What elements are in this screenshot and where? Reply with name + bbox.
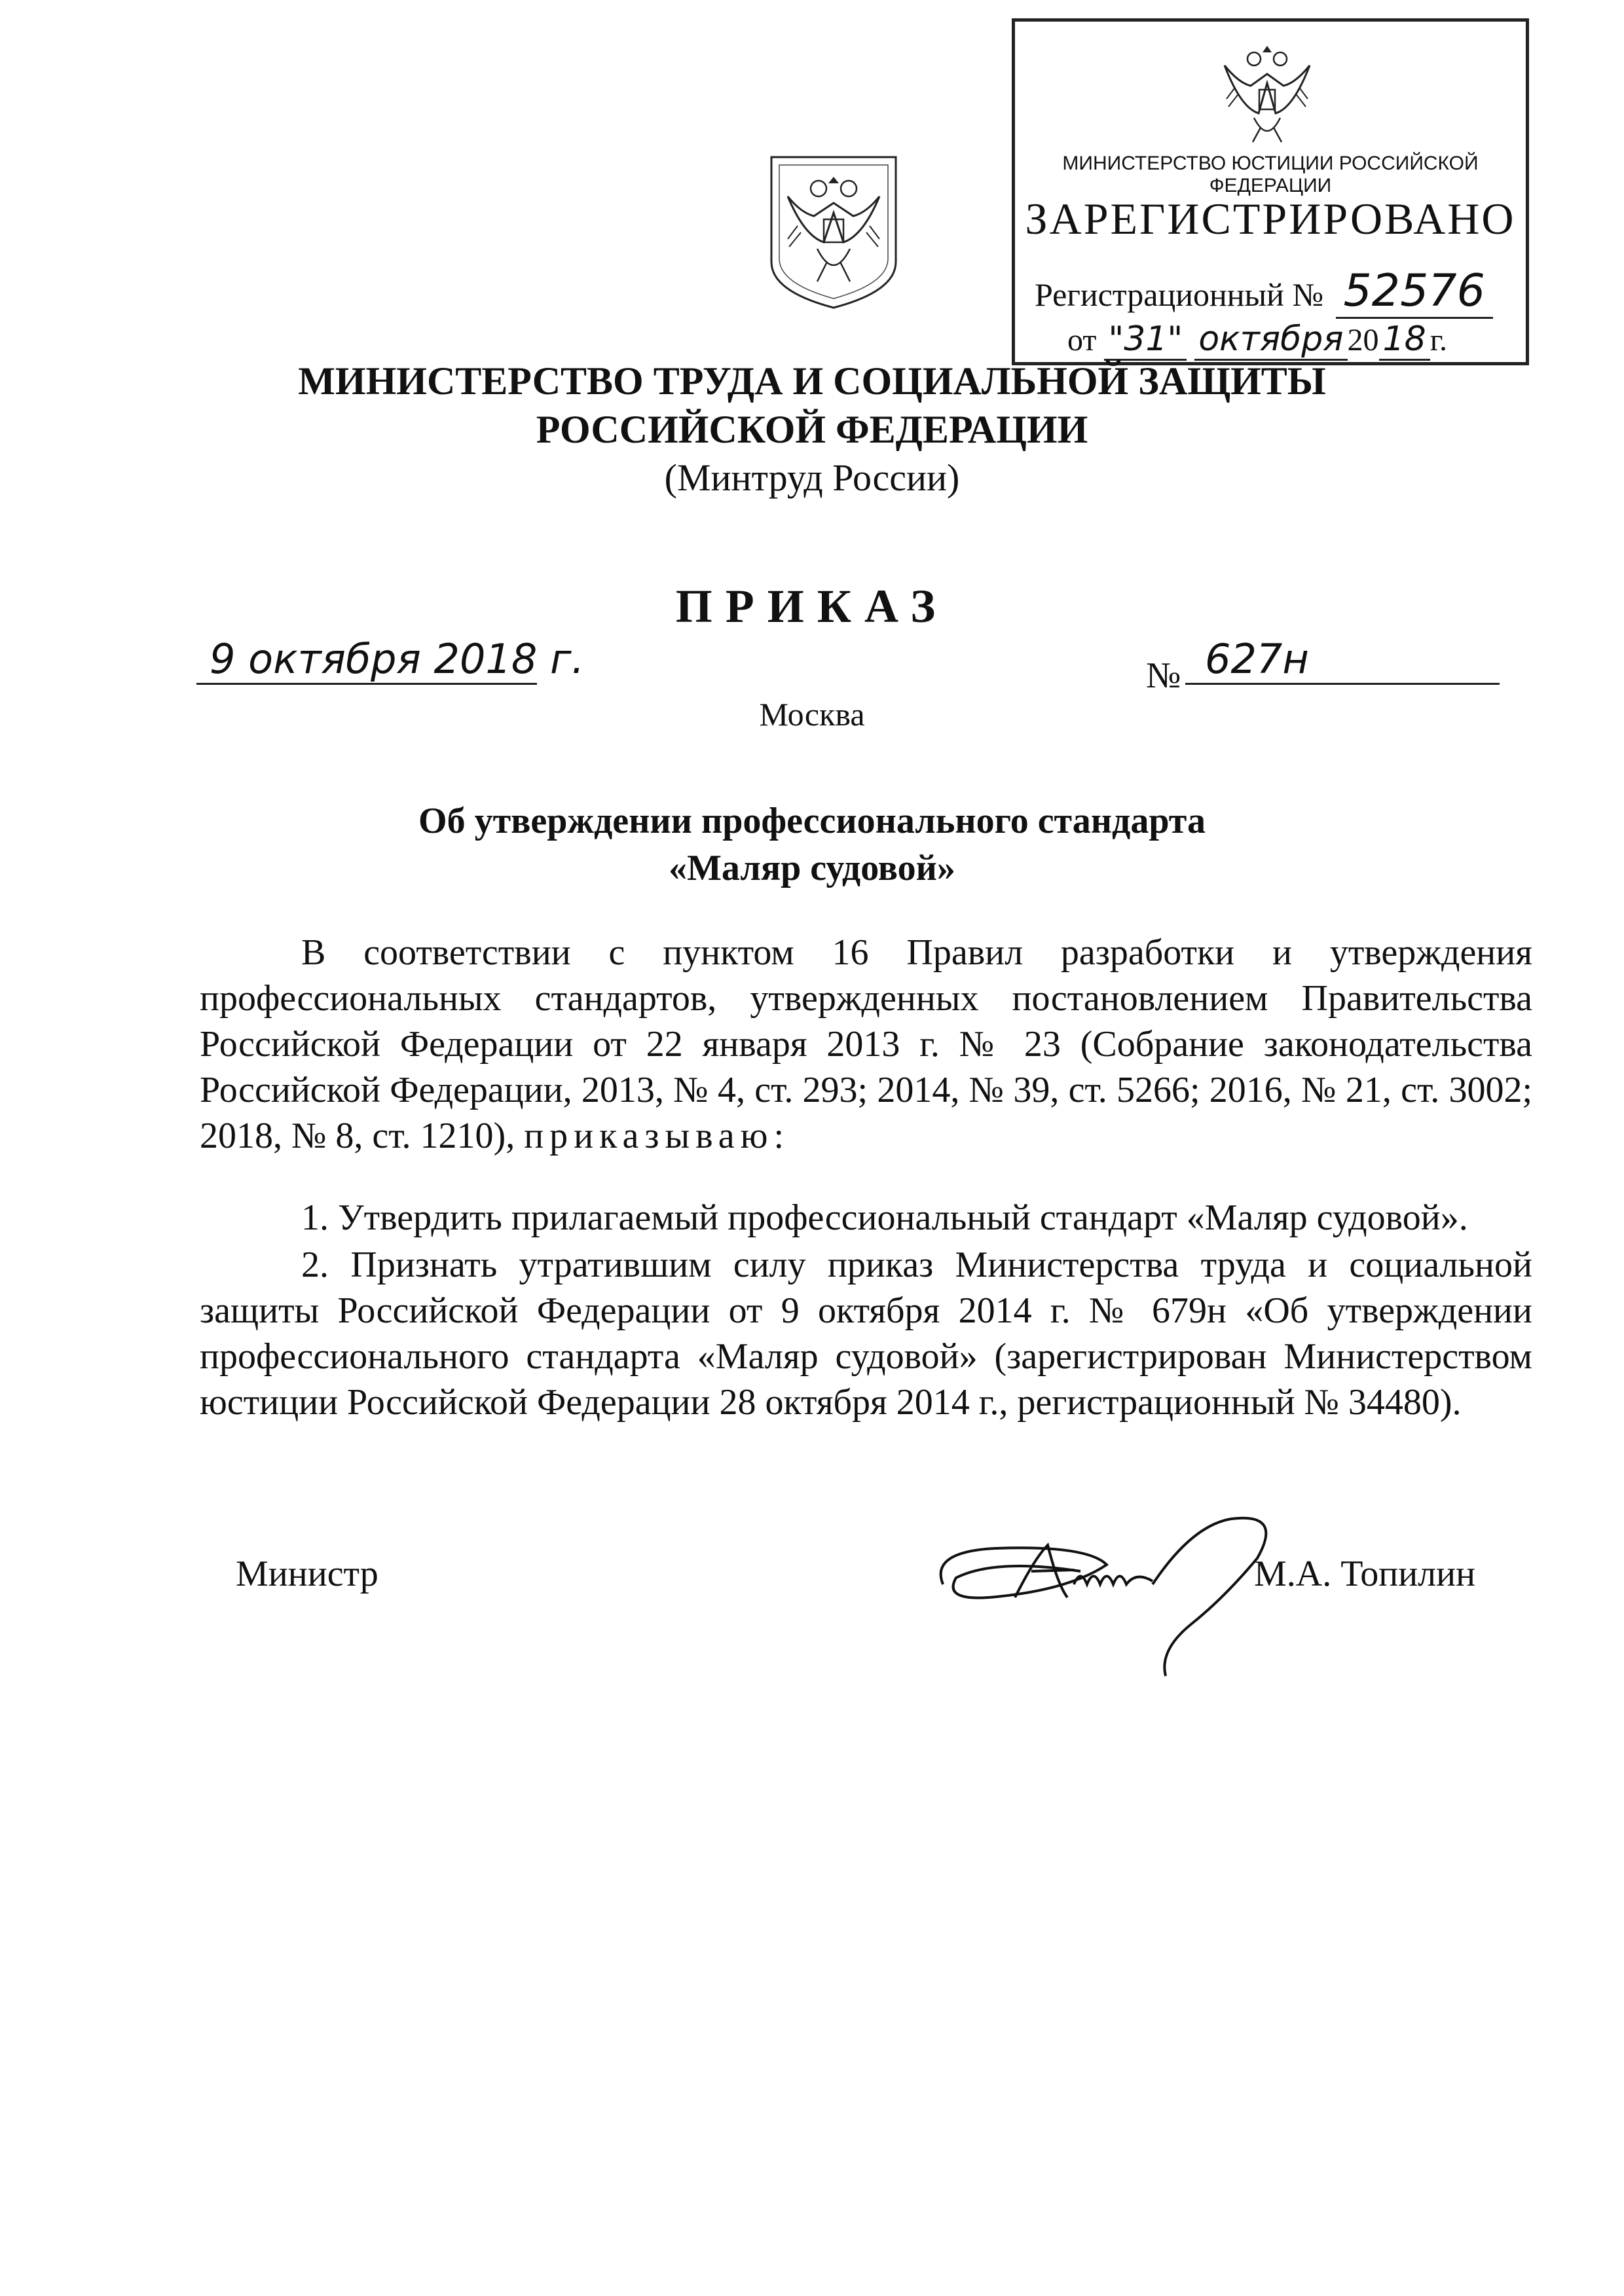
- preamble-text: В соответствии с пунктом 16 Правил разработки и утверждения профессиональных стандартов, утвержденных постановлением Правительства Российской Федерации от 22 января 2013 г. № 23 (Собрание законодательства Российской Федерации, 2013, № 4, ст. 293; 2014, № 39, ст. 5266; 2016, № 21, ст. 3002; 2018, № 8, ст. 1210),: [200, 932, 1532, 1156]
- stamp-date-day: "31": [1104, 319, 1187, 361]
- stamp-date-month: октября: [1194, 319, 1347, 361]
- stamp-status: ЗАРЕГИСТРИРОВАНО: [1025, 194, 1516, 244]
- order-number-label: №: [1146, 655, 1181, 696]
- stamp-ministry: МИНИСТЕРСТВО ЮСТИЦИИ РОССИЙСКОЙ ФЕДЕРАЦИИ: [1062, 153, 1479, 196]
- stamp-date-prefix: от: [1067, 323, 1097, 357]
- stamp-registration-line: [1035, 265, 1493, 317]
- decree-word: приказываю:: [524, 1116, 790, 1156]
- stamp-date-end: г.: [1430, 323, 1447, 357]
- ministry-short-name: (Минтруд России): [664, 456, 960, 499]
- stamp-date-line: [1067, 319, 1447, 359]
- order-city: Москва: [759, 696, 865, 733]
- item-2: 2. Признать утратившим силу приказ Министерства труда и социальной защиты Российской Федерации от 9 октября 2014 г. № 679н «Об утверждении профессионального стандарта «Маляр судовой» (зарегистрирован Министерством юстиции Российской Федерации 28 октября 2014 г., регистрационный № 34480).: [200, 1245, 1532, 1423]
- signatory-title: Министр: [236, 1554, 378, 1594]
- item-1: 1. Утвердить прилагаемый профессиональный стандарт «Маляр судовой».: [301, 1197, 1468, 1238]
- order-title-line2: «Маляр судовой»: [669, 848, 955, 888]
- stamp-emblem-icon: [1218, 36, 1316, 144]
- state-emblem-icon: [765, 151, 902, 311]
- ministry-name-line1: МИНИСТЕРСТВО ТРУДА И СОЦИАЛЬНОЙ ЗАЩИТЫ: [298, 359, 1326, 403]
- preamble-paragraph: [200, 930, 1532, 1159]
- order-title-line1: Об утверждении профессионального стандарта: [418, 801, 1206, 841]
- stamp-reg-label: Регистрационный №: [1035, 276, 1324, 313]
- order-number: 627н: [1185, 635, 1500, 685]
- registration-stamp: [1012, 18, 1529, 365]
- stamp-date-year-suffix: 18: [1379, 319, 1430, 361]
- stamp-reg-number: 52576: [1336, 265, 1493, 319]
- order-date: 9 октября 2018 г.: [196, 635, 537, 685]
- stamp-date-year-prefix: 20: [1347, 323, 1379, 357]
- signatory-name: М.А. Топилин: [1254, 1554, 1476, 1594]
- document-type: ПРИКАЗ: [675, 580, 949, 632]
- ministry-name-line2: РОССИЙСКОЙ ФЕДЕРАЦИИ: [536, 408, 1088, 451]
